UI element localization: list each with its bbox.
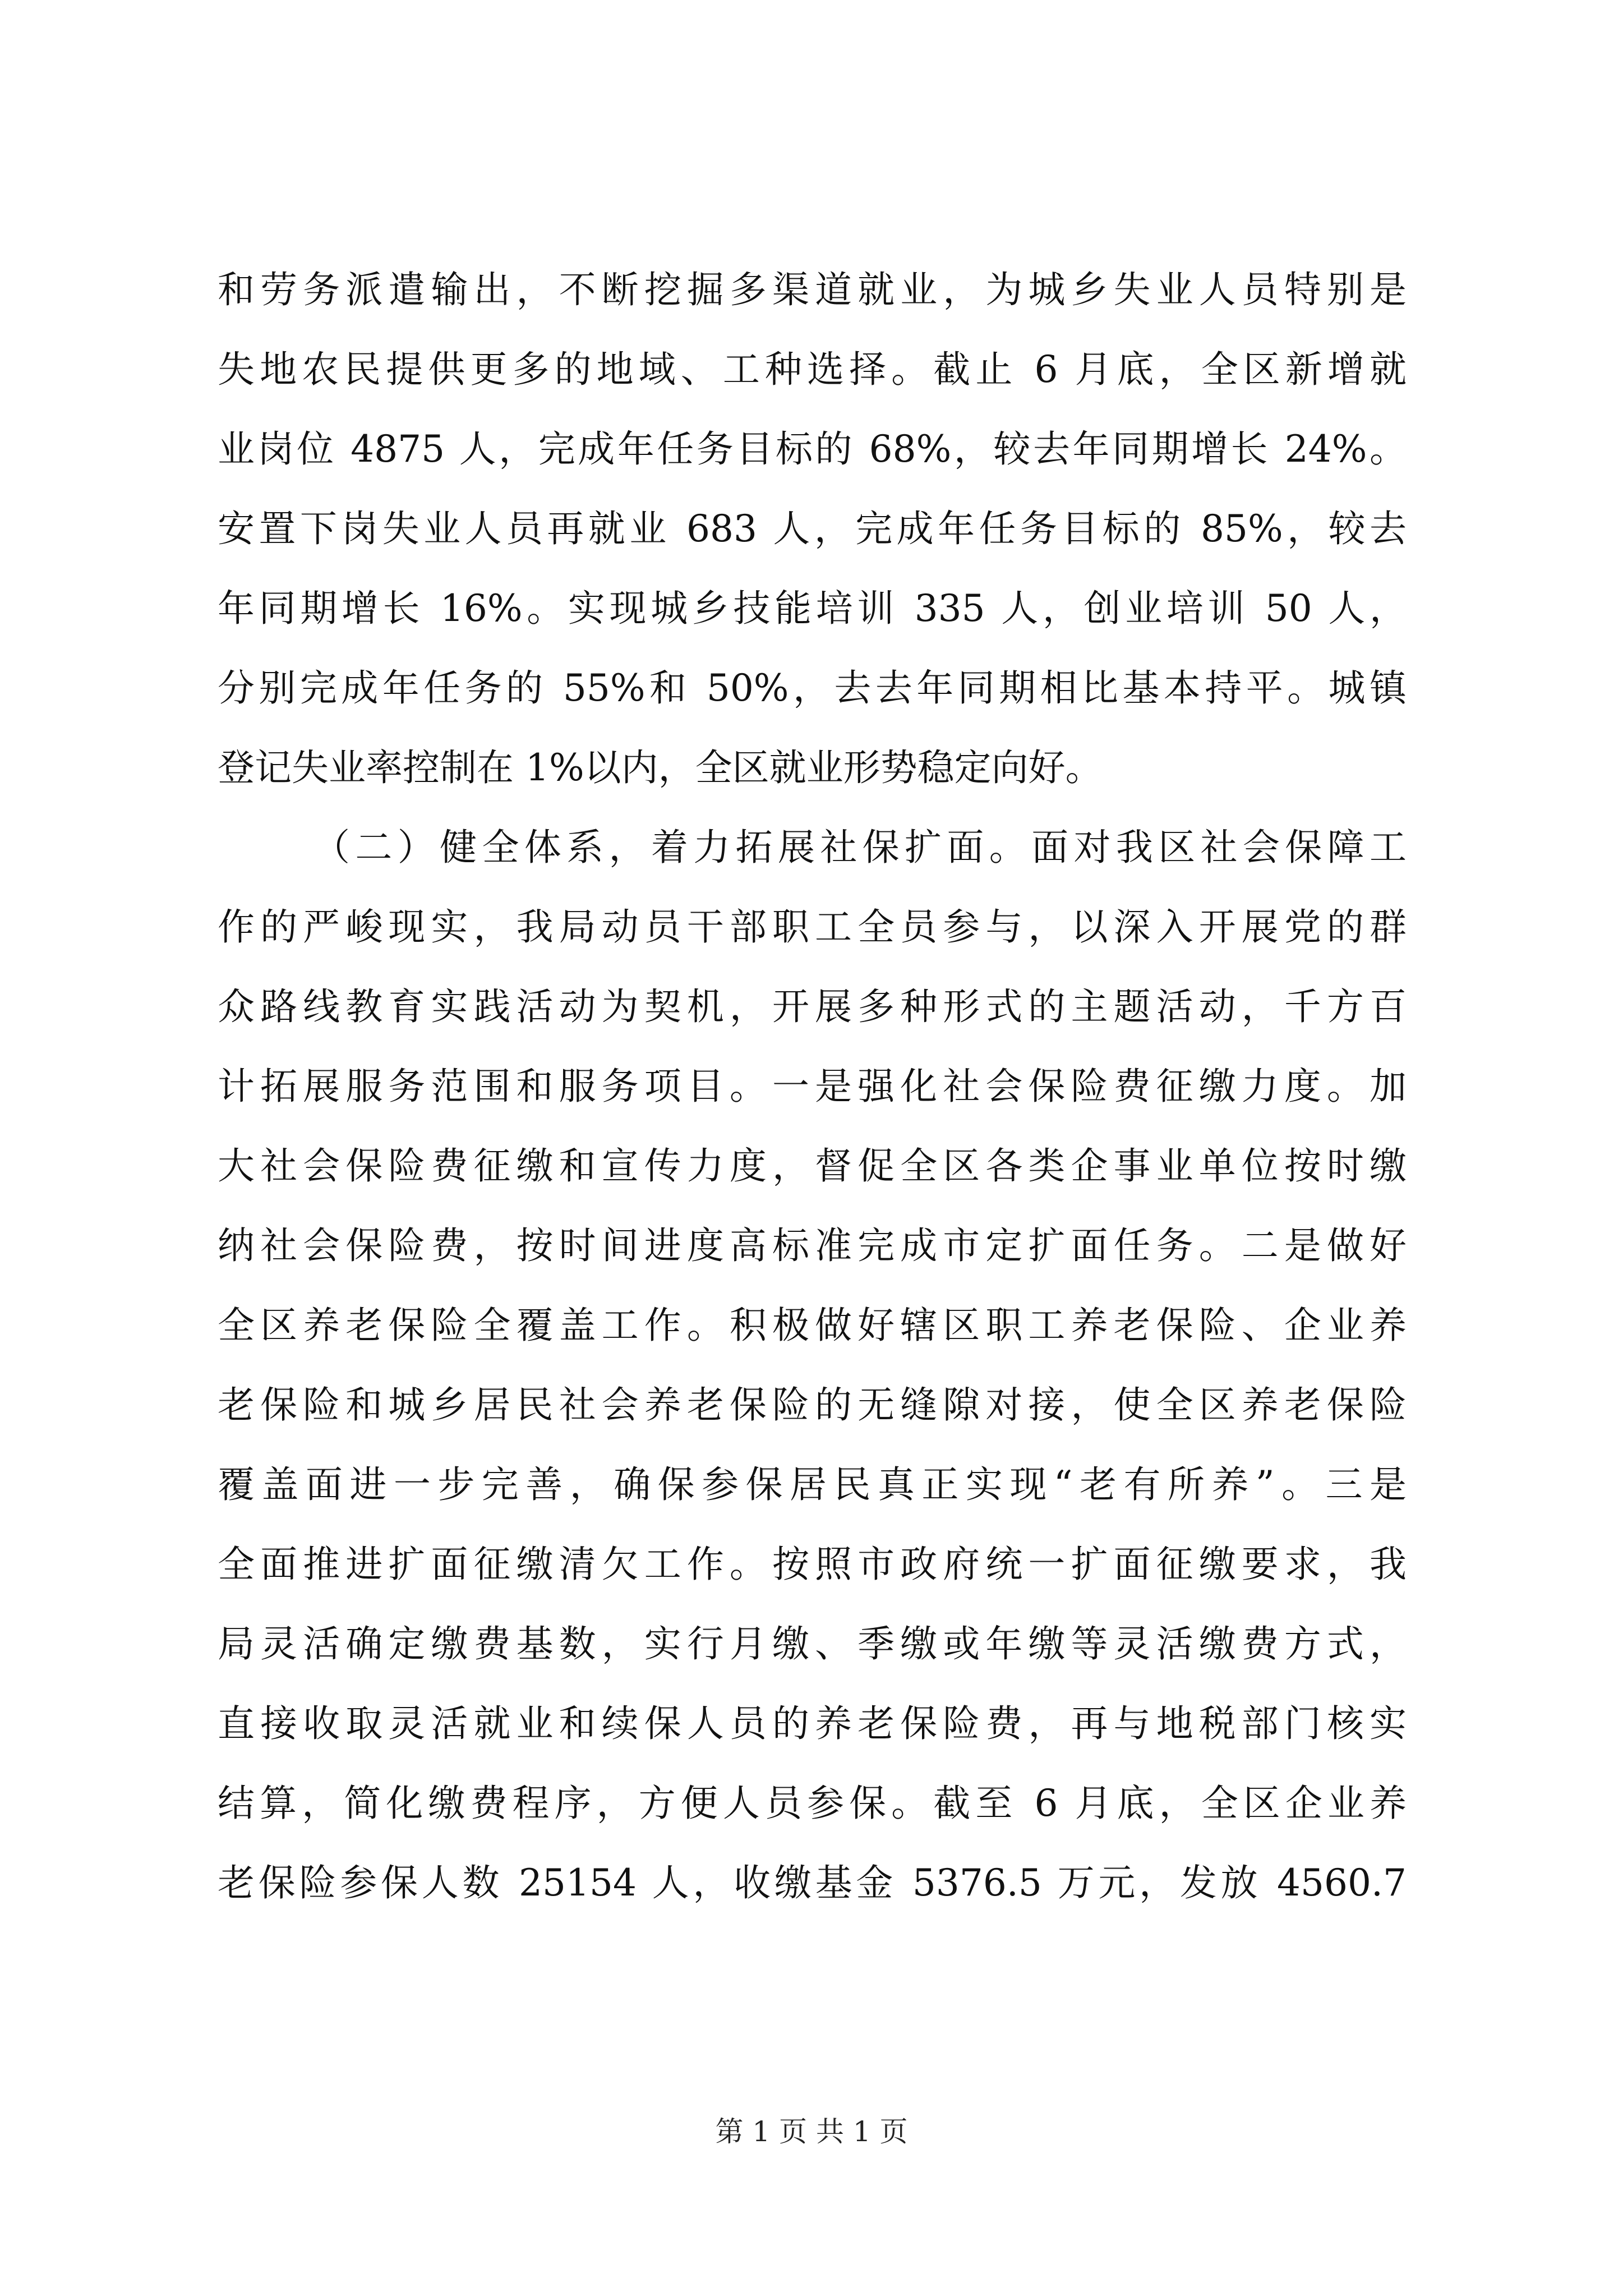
- section-heading-line: （二）健全体系，着力拓展社保扩面。面对我区社会保障工: [313, 826, 1407, 869]
- text-line-13: 纳社会保险费，按时间进度高标准完成市定扩面任务。二是做好: [218, 1224, 1407, 1267]
- text-line-15: 老保险和城乡居民社会养老保险的无缝隙对接，使全区养老保险: [218, 1383, 1407, 1427]
- text-line-17: 全面推进扩面征缴清欠工作。按照市政府统一扩面征缴要求，我: [218, 1543, 1407, 1586]
- text-line-4: 安置下岗失业人员再就业 683 人，完成年任务目标的 85%，较去: [218, 507, 1407, 550]
- text-line-21: 老保险参保人数 25154 人，收缴基金 5376.5 万元，发放 4560.7: [218, 1861, 1407, 1904]
- text-line-12: 大社会保险费征缴和宣传力度，督促全区各类企事业单位按时缴: [218, 1144, 1407, 1188]
- text-line-2: 失地农民提供更多的地域、工种选择。截止 6 月底，全区新增就: [218, 348, 1407, 391]
- text-line-10: 众路线教育实践活动为契机，开展多种形式的主题活动，千方百: [218, 985, 1407, 1028]
- text-line-18: 局灵活确定缴费基数，实行月缴、季缴或年缴等灵活缴费方式，: [218, 1622, 1407, 1665]
- text-line-1: 和劳务派遣输出，不断挖掘多渠道就业，为城乡失业人员特别是: [218, 268, 1407, 311]
- text-line-6: 分别完成年任务的 55%和 50%，去去年同期相比基本持平。城镇: [218, 666, 1407, 710]
- text-line-19: 直接收取灵活就业和续保人员的养老保险费，再与地税部门核实: [218, 1702, 1407, 1745]
- text-line-9: 作的严峻现实，我局动员干部职工全员参与，以深入开展党的群: [218, 905, 1407, 949]
- text-line-11: 计拓展服务范围和服务项目。一是强化社会保险费征缴力度。加: [218, 1065, 1407, 1108]
- text-line-7: 登记失业率控制在 1%以内，全区就业形势稳定向好。: [218, 746, 1103, 789]
- text-line-20: 结算，简化缴费程序，方便人员参保。截至 6 月底，全区企业养: [218, 1782, 1407, 1825]
- text-line-16: 覆盖面进一步完善，确保参保居民真正实现“老有所养”。三是: [218, 1463, 1407, 1506]
- body-text: [218, 266, 1407, 1939]
- text-line-3: 业岗位 4875 人，完成年任务目标的 68%，较去年同期增长 24%。: [218, 427, 1407, 471]
- text-line-14: 全区养老保险全覆盖工作。积极做好辖区职工养老保险、企业养: [218, 1304, 1407, 1347]
- text-line-5: 年同期增长 16%。实现城乡技能培训 335 人，创业培训 50 人，: [218, 587, 1407, 630]
- page-footer: 第 1 页 共 1 页: [715, 2115, 908, 2148]
